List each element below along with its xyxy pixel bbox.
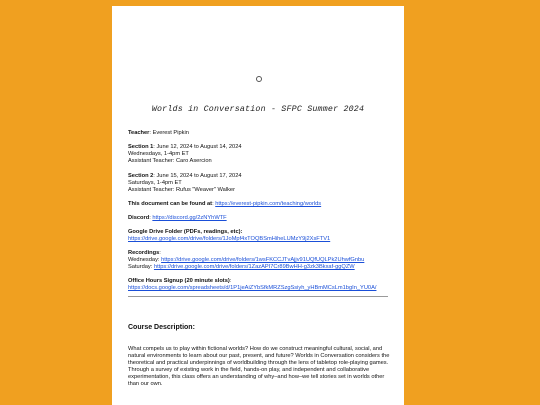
section-2-block: [128, 173, 390, 194]
recordings-saturday-label: Saturday:: [128, 264, 154, 271]
course-description-text: What compels us to play within fictional worlds? How do we construct meaningful cultural, social, and natural environments to learn about our past, present, and future? Worlds in Conversation considers the theoretical and practical underpinnings of worldbuilding through the lens of tabletop role-playing games. Through a survey of existing work in the field, hands-on play, and independent and collaborative experimentation, this class offers an understanding of why–and how–we tell stories set in worlds other than our own.: [128, 346, 390, 387]
section-2-label: Section 2: [128, 173, 154, 179]
drive-block: [128, 229, 390, 243]
section-1-label: Section 1: [128, 144, 154, 150]
office-hours-label: Office Hours Signup (20 minute slots): [128, 278, 230, 284]
recordings-saturday-link[interactable]: https://drive.google.com/drive/folders/1ZazAPI7Cr89BwHH-g3zk3Bkxaf-ggQZW: [153, 264, 355, 271]
discord-sep: :: [149, 215, 153, 221]
found-at-link[interactable]: https://everest-pipkin.com/teaching/worlds: [215, 201, 322, 207]
circle-ornament-icon: [256, 76, 262, 82]
section-1-dates: : June 12, 2024 to August 14, 2024: [153, 144, 242, 150]
office-hours-sep: :: [229, 278, 232, 284]
document-title: Worlds in Conversation - SFPC Summer 2024: [151, 105, 365, 114]
recordings-label: Recordings: [128, 250, 160, 256]
section-2-schedule: Saturdays, 1-4pm ET: [128, 180, 182, 187]
teacher-line: [128, 130, 390, 137]
section-2-dates: : June 15, 2024 to August 17, 2024: [153, 173, 242, 179]
section-1-block: [128, 144, 390, 165]
section-2-assistant: Assistant Teacher: Rufus "Weaver" Walker: [128, 187, 235, 194]
teacher-value: : Everest Pipkin: [149, 130, 189, 136]
office-hours-block: [128, 278, 390, 292]
recordings-block: [128, 250, 390, 271]
discord-line: [128, 215, 390, 222]
found-at-line: [128, 201, 390, 208]
teacher-label: Teacher: [128, 130, 150, 136]
recordings-wednesday-link[interactable]: https://drive.google.com/drive/folders/1wsFKCCJTvAjjv91UQfUQLPk2UhwfGnbu: [161, 257, 365, 264]
found-at-sep: :: [212, 201, 216, 207]
section-1-assistant: Assistant Teacher: Caro Asercion: [128, 158, 212, 165]
discord-label: Discord: [128, 215, 150, 221]
office-hours-link[interactable]: https://docs.google.com/spreadsheets/d/1P1jeAiZYbSfkMRZSzgSsiyh_yHBmMCsLm1bgIn_YU0A/: [128, 285, 377, 292]
horizontal-divider: [128, 296, 388, 297]
section-1-schedule: Wednesdays, 1-4pm ET: [128, 151, 189, 158]
course-description-heading: Course Description:: [128, 324, 195, 331]
recordings-wednesday-label: Wednesday:: [128, 257, 162, 264]
discord-link[interactable]: https://discord.gg/2zNYhWTF: [152, 215, 227, 221]
document-page: [112, 6, 404, 405]
found-at-label: This document can be found at: [128, 201, 213, 207]
drive-label: Google Drive Folder (PDFs, readings, etc):: [128, 229, 243, 235]
recordings-sep: :: [159, 250, 161, 256]
drive-link[interactable]: https://drive.google.com/drive/folders/1JoMpf4xTOQBSmHiheLUMzY9j2XsFTV1: [128, 236, 331, 243]
